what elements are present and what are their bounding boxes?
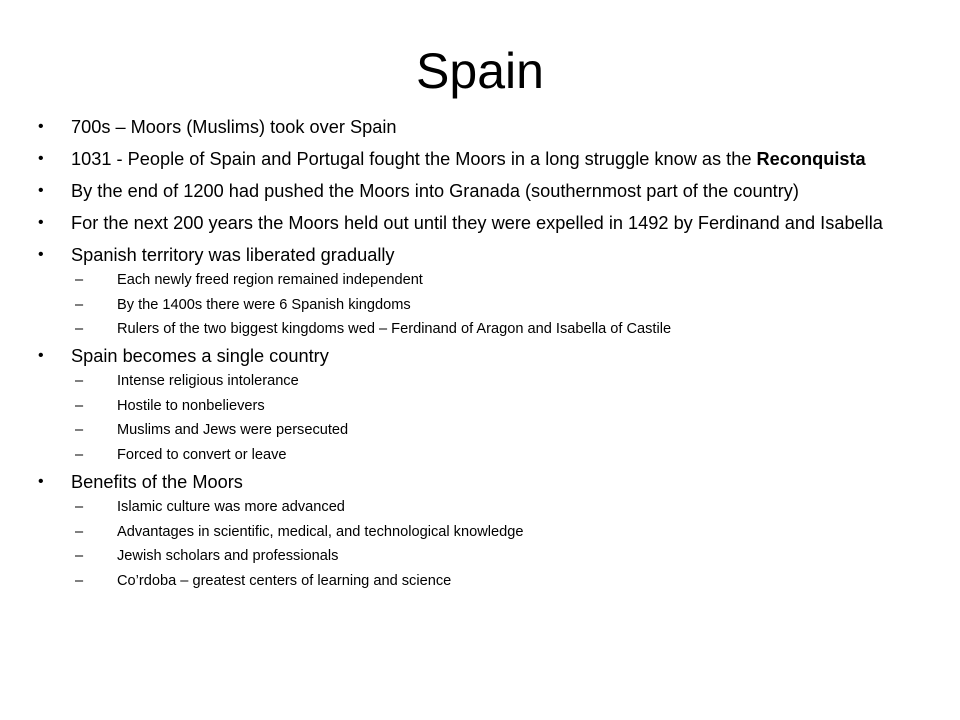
dash-icon: – [75,422,84,439]
sub-bullet-item [75,497,908,517]
sub-bullet-item [75,445,908,465]
sub-bullet-item [75,396,908,416]
bullet-item [38,148,908,170]
sub-bullet-text: Rulers of the two biggest kingdoms wed – Ferdinand of Aragon and Isabella of Castile [117,321,672,338]
bullet-text: Benefits of the Moors [71,471,243,492]
bullet-dot-icon: • [38,214,44,231]
dash-icon: – [75,397,84,414]
bullet-dot-icon: • [38,472,44,490]
dash-icon: – [75,572,84,589]
dash-icon: – [75,498,84,515]
sub-bullet-list [71,497,908,591]
sub-bullet-text: Co’rdoba – greatest centers of learning and science [117,572,452,589]
sub-bullet-item [75,270,908,290]
bullet-dot-icon: • [38,347,44,365]
bullet-list [38,116,908,597]
sub-bullet-text: Each newly freed region remained independent [117,272,423,288]
bullet-dot-icon: • [38,150,44,167]
sub-bullet-list [71,270,908,339]
sub-bullet-text: Intense religious intolerance [117,373,299,390]
sub-bullet-item [75,295,908,315]
sub-bullet-text: Islamic culture was more advanced [117,498,345,515]
dash-icon: – [75,373,84,390]
sub-bullet-item [75,319,908,339]
bullet-item [38,244,908,339]
bullet-text: By the end of 1200 had pushed the Moors into Granada (southernmost part of the country) [71,181,799,201]
dash-icon: – [75,523,84,540]
bullet-dot-icon: • [38,246,44,263]
sub-bullet-text: Muslims and Jews were persecuted [117,422,349,439]
sub-bullet-text: By the 1400s there were 6 Spanish kingdoms [117,296,411,313]
dash-icon: – [75,548,84,565]
bullet-item [38,212,908,234]
slide-title: Spain [416,43,544,99]
dash-icon: – [75,272,84,288]
bullet-bold-term: Reconquista [756,149,866,169]
dash-icon: – [75,446,84,463]
sub-bullet-item [75,571,908,591]
dash-icon: – [75,296,84,313]
bullet-item [38,471,908,591]
sub-bullet-text: Forced to convert or leave [117,446,287,463]
sub-bullet-list [71,371,908,465]
bullet-text: 700s – Moors (Muslims) took over Spain [71,117,397,137]
sub-bullet-item [75,546,908,566]
sub-bullet-item [75,420,908,440]
bullet-dot-icon: • [38,118,44,135]
sub-bullet-text: Hostile to nonbelievers [117,397,265,414]
bullet-item [38,180,908,202]
bullet-text: For the next 200 years the Moors held out until they were expelled in 1492 by Ferdinand and Isabella [71,213,883,233]
sub-bullet-item [75,371,908,391]
bullet-text: 1031 - People of Spain and Portugal fought the Moors in a long struggle know as the [71,149,757,169]
bullet-item [38,345,908,465]
sub-bullet-text: Advantages in scientific, medical, and technological knowledge [117,523,524,540]
sub-bullet-item [75,522,908,542]
sub-bullet-text: Jewish scholars and professionals [117,548,339,565]
bullet-text: Spain becomes a single country [71,346,329,367]
bullet-item [38,116,908,138]
bullet-text: Spanish territory was liberated gradually [71,245,395,265]
bullet-dot-icon: • [38,182,44,199]
dash-icon: – [75,321,84,338]
